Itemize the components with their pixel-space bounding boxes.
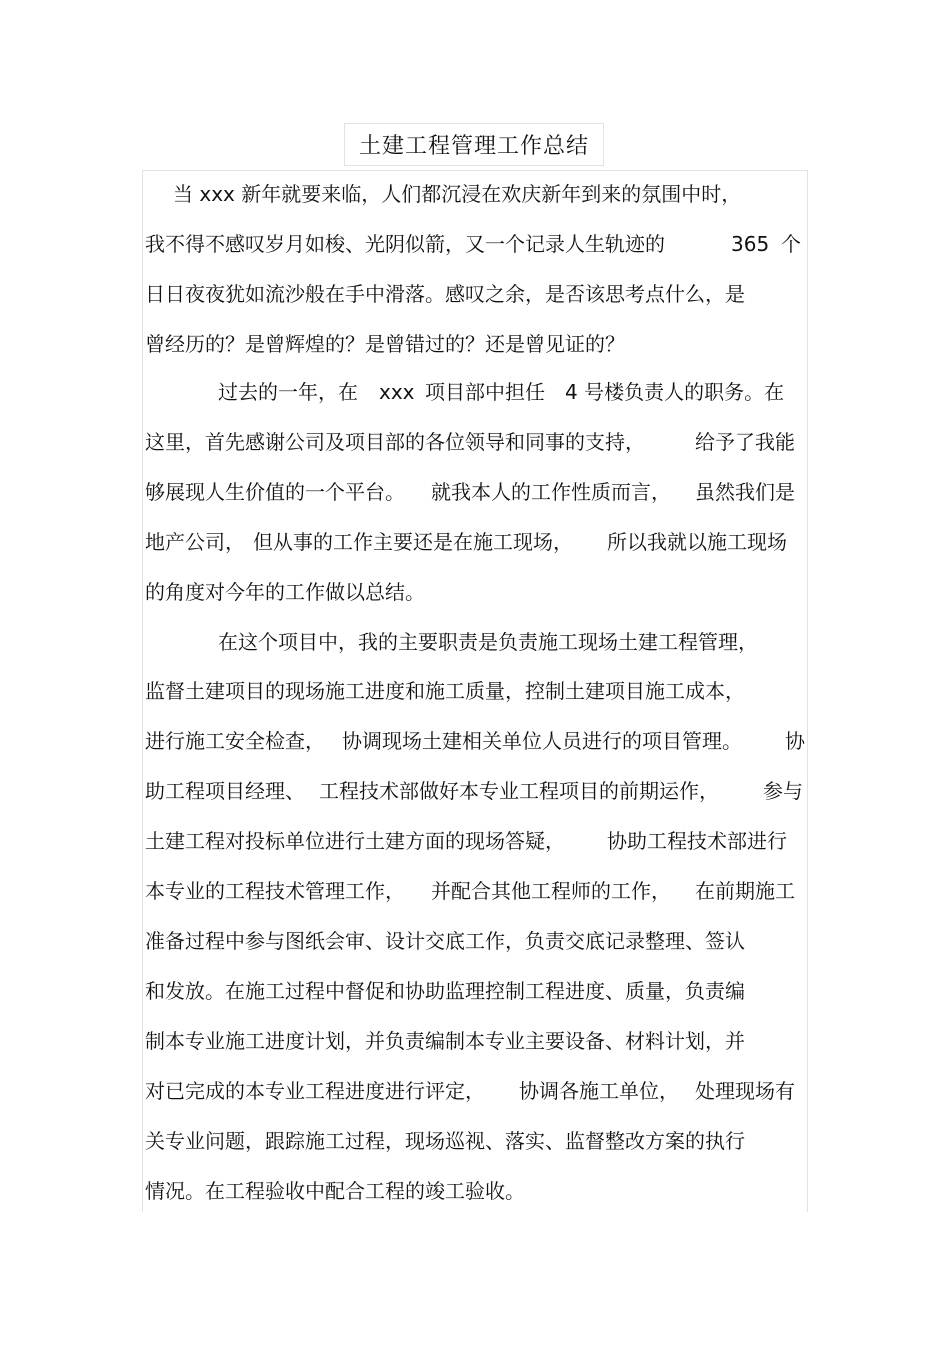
text-segment: 过去的一年，在 [218,380,358,404]
text-segment: 助工程项目经理、 [145,779,305,803]
text-segment: 协助工程技术部进行 [607,829,787,853]
text-segment: 这里，首先感谢公司及项目部的各位领导和同事的支持， [145,430,645,454]
text-line-13 [143,774,807,808]
text-segment: 4 号楼负责人的职务。在 [565,380,785,404]
text-segment: 在这个项目中，我的主要职责是负责施工现场土建工程管理， [218,630,758,654]
text-segment: xxx [379,380,415,404]
text-segment: 协 [785,729,805,753]
text-segment: 本专业的工程技术管理工作， [145,879,405,903]
text-line-10 [143,625,807,659]
text-segment: 进行施工安全检查， [145,729,325,753]
text-line-4 [143,327,807,361]
text-segment: 给予了我能 [695,430,795,454]
text-segment: 曾经历的？是曾辉煌的？是曾错过的？还是曾见证的？ [145,332,625,356]
text-segment: 虽然我们是 [695,480,795,504]
text-line-20 [143,1124,807,1158]
title-box [344,123,604,166]
text-line-14 [143,824,807,858]
text-line-9 [143,575,807,609]
text-line-15 [143,874,807,908]
text-line-1 [143,177,807,211]
text-segment: 对已完成的本专业工程进度进行评定， [145,1079,485,1103]
text-segment: 365 [731,232,770,256]
text-segment: 土建工程对投标单位进行土建方面的现场答疑， [145,829,565,853]
text-segment: 协调各施工单位， [519,1079,679,1103]
text-segment: 所以我就以施工现场 [607,530,787,554]
text-line-12 [143,724,807,758]
text-line-7 [143,475,807,509]
text-segment: 关专业问题，跟踪施工过程，现场巡视、落实、监督整改方案的执行 [145,1129,745,1153]
document-title: 土建工程管理工作总结 [358,134,589,159]
document-body [142,170,808,1212]
text-segment: 并配合其他工程师的工作， [431,879,671,903]
text-line-17 [143,974,807,1008]
text-segment: 项目部中担任 [425,380,545,404]
text-segment: 我不得不感叹岁月如梭、光阴似箭，又一个记录人生轨迹的 [145,232,665,256]
text-segment: 当 xxx 新年就要来临，人们都沉浸在欢庆新年到来的氛围中时， [173,182,742,206]
text-segment: 够展现人生价值的一个平台。 [145,480,405,504]
text-line-3 [143,277,807,311]
text-segment: 个 [781,232,801,256]
text-line-19 [143,1074,807,1108]
text-segment: 工程技术部做好本专业工程项目的前期运作， [319,779,719,803]
text-segment: 地产公司， [145,530,245,554]
text-segment: 处理现场有 [695,1079,795,1103]
text-line-5 [143,375,807,409]
text-line-6 [143,425,807,459]
text-line-11 [143,674,807,708]
text-segment: 协调现场土建相关单位人员进行的项目管理。 [342,729,742,753]
text-segment: 日日夜夜犹如流沙般在手中滑落。感叹之余，是否该思考点什么，是 [145,282,745,306]
text-line-16 [143,924,807,958]
text-segment: 但从事的工作主要还是在施工现场， [253,530,573,554]
text-segment: 就我本人的工作性质而言， [431,480,671,504]
text-segment: 在前期施工 [695,879,795,903]
text-segment: 的角度对今年的工作做以总结。 [145,580,425,604]
text-segment: 情况。在工程验收中配合工程的竣工验收。 [145,1179,525,1203]
text-segment: 制本专业施工进度计划，并负责编制本专业主要设备、材料计划，并 [145,1029,745,1053]
text-segment: 准备过程中参与图纸会审、设计交底工作，负责交底记录整理、签认 [145,929,745,953]
text-segment: 参与 [763,779,803,803]
text-line-21 [143,1174,807,1208]
text-line-18 [143,1024,807,1058]
text-line-8 [143,525,807,559]
text-line-2 [143,227,807,261]
text-segment: 监督土建项目的现场施工进度和施工质量，控制土建项目施工成本， [145,679,745,703]
text-segment: 和发放。在施工过程中督促和协助监理控制工程进度、质量，负责编 [145,979,745,1003]
